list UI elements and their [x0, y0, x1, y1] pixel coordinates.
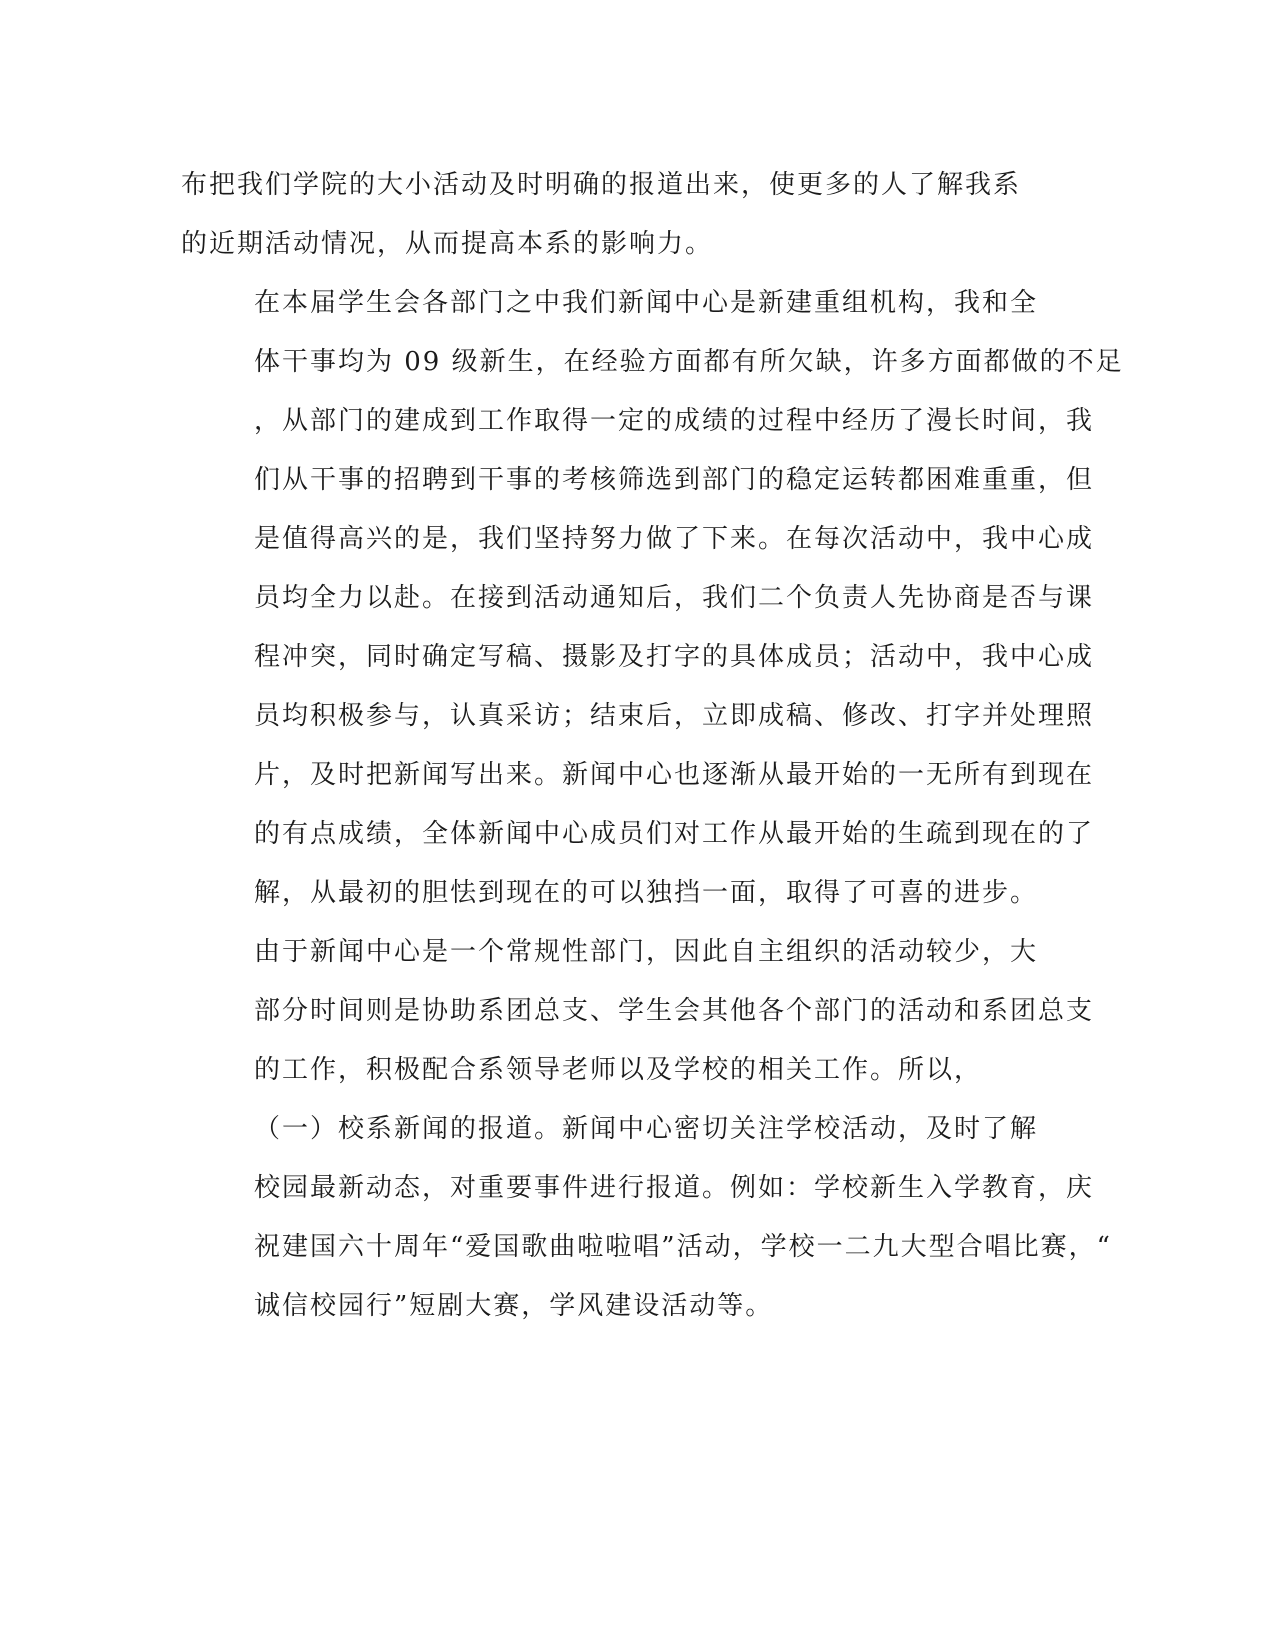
text-line: 员均积极参与，认真采访；结束后，立即成稿、修改、打字并处理照 — [254, 701, 1095, 731]
text-line: 在本届学生会各部门之中我们新闻中心是新建重组机构，我和全 — [254, 288, 1039, 318]
text-line: 程冲突，同时确定写稿、摄影及打字的具体成员；活动中，我中心成 — [254, 642, 1095, 672]
paragraph-2 — [181, 274, 1124, 923]
text-line: 片，及时把新闻写出来。新闻中心也逐渐从最开始的一无所有到现在 — [254, 760, 1095, 790]
paragraph-3 — [181, 923, 1095, 1100]
text-line: 由于新闻中心是一个常规性部门，因此自主组织的活动较少，大 — [254, 937, 1039, 967]
text-line: 的有点成绩，全体新闻中心成员们对工作从最开始的生疏到现在的了 — [254, 819, 1095, 849]
text-line: 体干事均为 09 级新生，在经验方面都有所欠缺，许多方面都做的不足 — [254, 347, 1124, 377]
text-line: 校园最新动态，对重要事件进行报道。例如：学校新生入学教育，庆 — [254, 1173, 1095, 1203]
text-line: 部分时间则是协助系团总支、学生会其他各个部门的活动和系团总支 — [254, 996, 1095, 1026]
text-line: 诚信校园行”短剧大赛，学风建设活动等。 — [254, 1291, 774, 1321]
text-line: ，从部门的建成到工作取得一定的成绩的过程中经历了漫长时间，我 — [254, 406, 1095, 436]
text-line: （一）校系新闻的报道。新闻中心密切关注学校活动，及时了解 — [254, 1114, 1039, 1144]
text-line: 布把我们学院的大小活动及时明确的报道出来，使更多的人了解我系 — [181, 170, 1022, 200]
text-line: 员均全力以赴。在接到活动通知后，我们二个负责人先协商是否与课 — [254, 583, 1095, 613]
text-line: 是值得高兴的是，我们坚持努力做了下来。在每次活动中，我中心成 — [254, 524, 1095, 554]
paragraph-1 — [181, 156, 1031, 274]
document-body — [181, 156, 1124, 1336]
text-line: 们从干事的招聘到干事的考核筛选到部门的稳定运转都困难重重，但 — [254, 465, 1095, 495]
text-line: 解，从最初的胆怯到现在的可以独挡一面，取得了可喜的进步。 — [254, 878, 1039, 908]
text-line: 祝建国六十周年“爱国歌曲啦啦唱”活动，学校一二九大型合唱比赛，“ — [254, 1232, 1112, 1262]
text-line: 的工作，积极配合系领导老师以及学校的相关工作。所以， — [254, 1055, 983, 1085]
paragraph-4 — [181, 1100, 1112, 1336]
text-line: 的近期活动情况，从而提高本系的影响力。 — [181, 229, 714, 259]
